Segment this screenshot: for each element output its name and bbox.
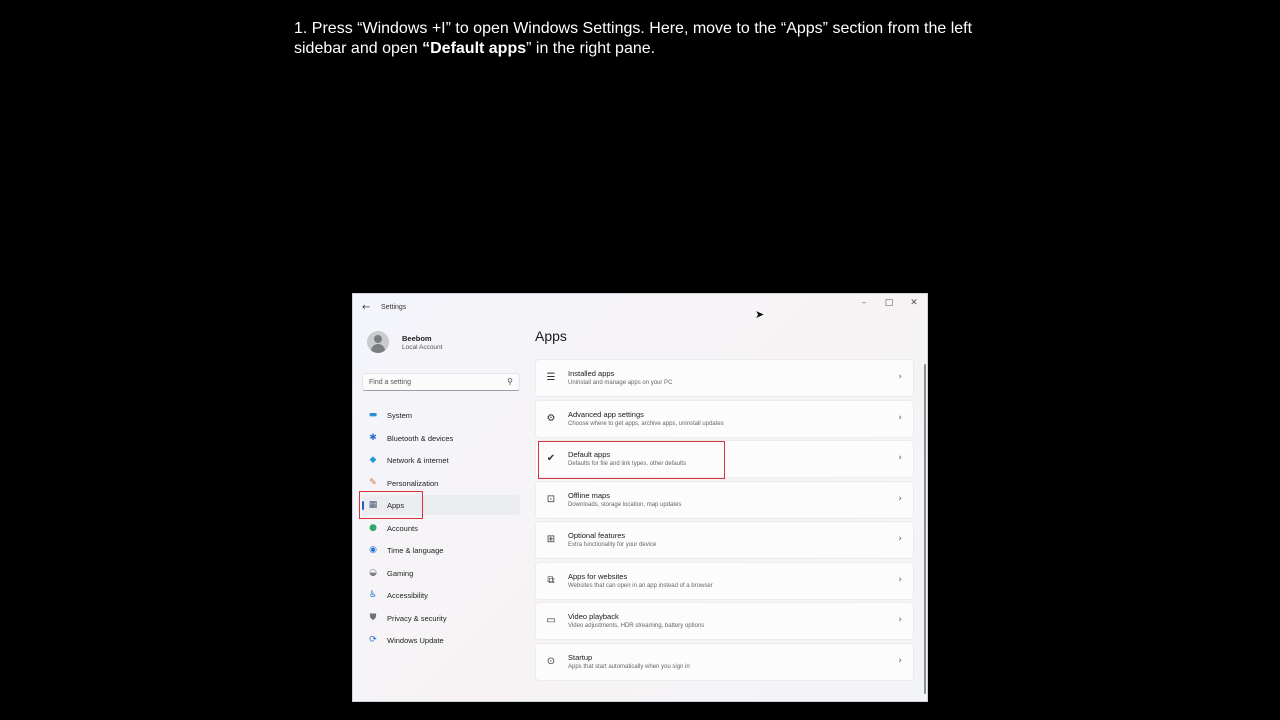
search-box[interactable] xyxy=(362,373,520,391)
default-apps-highlight-box xyxy=(538,441,725,479)
card-video-playback[interactable] xyxy=(535,602,914,640)
card-subtitle: Choose where to get apps, archive apps, uninstall updates xyxy=(568,420,724,427)
chevron-right-icon: › xyxy=(898,453,902,463)
back-arrow-icon[interactable]: ← xyxy=(362,302,371,313)
card-subtitle: Downloads, storage location, map updates xyxy=(568,501,682,508)
card-installed-apps[interactable] xyxy=(535,359,914,397)
card-subtitle: Websites that can open in an app instead of a browser xyxy=(568,582,713,589)
gaming-icon: ◒ xyxy=(369,567,377,578)
sidebar-item-label: System xyxy=(387,411,413,420)
sidebar-item-windows-update[interactable] xyxy=(362,630,520,650)
chevron-right-icon: › xyxy=(898,412,902,423)
brush-icon: ✎ xyxy=(369,477,377,488)
features-icon: ⊞ xyxy=(546,534,556,545)
window-title: Settings xyxy=(381,304,407,311)
sidebar-item-label: Accessibility xyxy=(387,591,428,600)
chevron-right-icon: › xyxy=(898,655,902,666)
sidebar-item-gaming[interactable] xyxy=(362,563,520,583)
sidebar-item-privacy-security[interactable] xyxy=(362,608,520,628)
sidebar-item-personalization[interactable] xyxy=(362,473,520,493)
globe-clock-icon: ◉ xyxy=(369,545,377,555)
card-subtitle: Defaults for file and link types, other defaults xyxy=(568,461,687,467)
apps-highlight-box xyxy=(359,491,423,519)
sidebar-item-label: Gaming xyxy=(387,568,414,578)
video-icon: ▭ xyxy=(546,615,556,626)
sidebar-item-label: Apps xyxy=(387,501,405,510)
chevron-right-icon: › xyxy=(898,615,902,625)
close-button[interactable]: ✕ xyxy=(910,298,918,308)
instruction-text xyxy=(294,19,1014,59)
card-subtitle: Uninstall and manage apps on your PC xyxy=(568,380,673,386)
card-title: Offline maps xyxy=(568,490,610,500)
default-apps-icon: ✔ xyxy=(546,453,556,464)
minimize-button[interactable]: – xyxy=(861,298,867,308)
profile-account-type: Local Account xyxy=(402,344,443,351)
instruction-tail: ” in the right pane. xyxy=(526,40,656,57)
card-advanced-app-settings[interactable] xyxy=(535,400,914,438)
card-startup[interactable] xyxy=(535,643,914,681)
card-title: Video playback xyxy=(568,612,619,621)
card-title: Installed apps xyxy=(568,369,615,378)
instruction-bold: “Default apps xyxy=(422,40,527,57)
card-title: Startup xyxy=(568,652,593,662)
system-icon: ▬ xyxy=(368,410,378,420)
card-apps-for-websites[interactable] xyxy=(535,562,914,600)
title-bar xyxy=(353,294,928,322)
sidebar-item-label: Privacy & security xyxy=(387,613,447,623)
chevron-right-icon: › xyxy=(898,372,902,382)
update-icon: ⟳ xyxy=(369,635,377,645)
sidebar-item-label: Network & internet xyxy=(387,456,449,465)
card-title: Advanced app settings xyxy=(568,409,644,419)
chevron-right-icon: › xyxy=(898,574,902,585)
scrollbar[interactable] xyxy=(924,364,926,694)
card-optional-features[interactable] xyxy=(535,521,914,559)
search-icon: ⚲ xyxy=(507,377,513,386)
sidebar-item-label: Accounts xyxy=(387,523,418,533)
shield-icon: ⛊ xyxy=(369,612,377,623)
sidebar-item-system[interactable] xyxy=(362,405,520,425)
card-title: Default apps xyxy=(568,450,611,459)
instruction-step: 1. Press “Windows +I” to open Windows Settings. Here, move to the “Apps” section from the left sidebar and open xyxy=(294,20,973,57)
page-title: Apps xyxy=(535,328,567,344)
sidebar-item-network-internet[interactable] xyxy=(362,450,520,470)
apps-icon: ▦ xyxy=(368,500,378,510)
chevron-right-icon: › xyxy=(898,534,902,544)
mouse-cursor-icon: ➤ xyxy=(755,308,765,321)
avatar[interactable] xyxy=(367,331,389,353)
card-title: Apps for websites xyxy=(568,571,628,581)
card-subtitle: Video adjustments, HDR streaming, battery options xyxy=(568,623,705,629)
sidebar-item-time-language[interactable] xyxy=(362,540,520,560)
sidebar-item-label: Bluetooth & devices xyxy=(387,433,454,443)
search-input[interactable]: Find a setting xyxy=(369,379,412,386)
card-title: Optional features xyxy=(568,531,626,540)
sidebar-item-accounts[interactable] xyxy=(362,518,520,538)
sidebar-item-accessibility[interactable] xyxy=(362,585,520,605)
maximize-button[interactable]: □ xyxy=(884,298,894,308)
sidebar-item-label: Windows Update xyxy=(387,636,444,645)
bluetooth-icon: ✱ xyxy=(369,432,377,443)
settings-window xyxy=(352,293,928,702)
sidebar-item-bluetooth-devices[interactable] xyxy=(362,428,520,448)
profile-name: Beebom xyxy=(402,334,432,343)
wifi-icon: ◆ xyxy=(369,455,377,465)
sidebar-item-label: Personalization xyxy=(387,478,439,488)
startup-icon: ⊙ xyxy=(546,655,556,667)
sidebar-item-label: Time & language xyxy=(387,546,444,555)
chevron-right-icon: › xyxy=(898,493,902,504)
apps-websites-icon: ⧉ xyxy=(547,574,555,586)
map-icon: ⊡ xyxy=(546,493,556,505)
card-subtitle: Extra functionality for your device xyxy=(568,542,657,548)
accessibility-icon: ♿ xyxy=(368,590,378,600)
accounts-icon: ● xyxy=(369,522,377,533)
card-offline-maps[interactable] xyxy=(535,481,914,519)
advanced-settings-icon: ⚙ xyxy=(546,412,556,424)
list-icon: ☰ xyxy=(546,372,556,383)
card-subtitle: Apps that start automatically when you sign in xyxy=(568,663,690,670)
